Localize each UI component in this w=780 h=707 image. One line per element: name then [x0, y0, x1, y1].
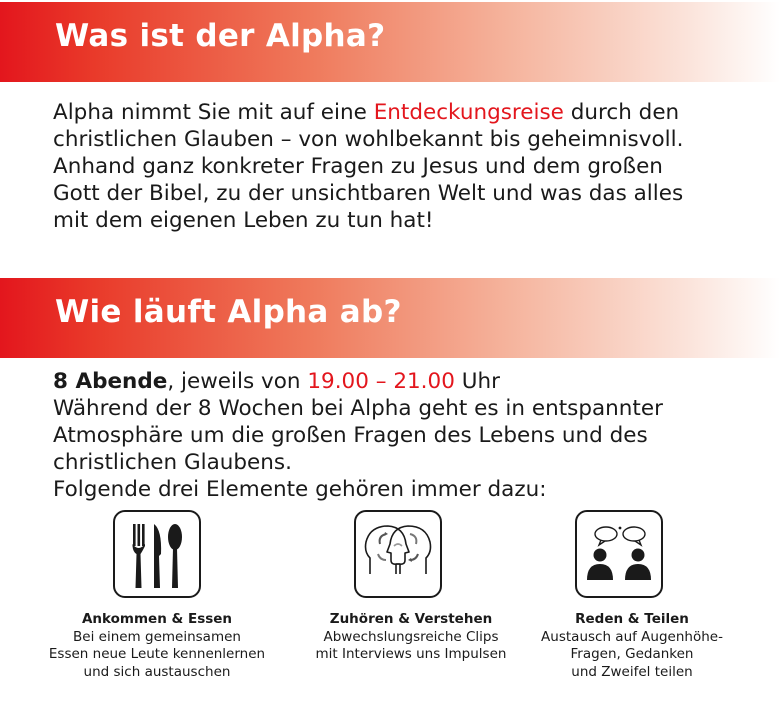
text-line: Anhand ganz konkreter Fragen zu Jesus und dem großen [53, 154, 663, 179]
text-line: christlichen Glaubens. [53, 450, 292, 475]
section-title: Wie läuft Alpha ab? [55, 294, 402, 330]
feature-desc-line: Essen neue Leute kennenlernen [48, 646, 266, 662]
text-fragment: , jeweils von [167, 369, 308, 394]
text-line [53, 99, 773, 126]
feature-talk-share [512, 611, 752, 681]
feature-desc-line: mit Interviews uns Impulsen [315, 646, 507, 662]
evening-count: 8 Abende [53, 369, 168, 394]
text-fragment: durch den [563, 100, 680, 125]
text-line: Folgende drei Elemente gehören immer dazu: [53, 477, 547, 502]
feature-desc-line: Austausch auf Augenhöhe- [541, 628, 723, 645]
time-range: 19.00 – 21.00 [307, 369, 455, 394]
text-fragment: Uhr [454, 369, 500, 394]
feature-desc-line: Abwechslungsreiche Clips [323, 628, 499, 645]
conversation-icon [575, 510, 663, 598]
text-fragment: Alpha nimmt Sie mit auf eine [53, 100, 374, 125]
feature-desc-line: und Zweifel teilen [571, 663, 693, 680]
section-banner-what-is-alpha [0, 2, 780, 82]
feature-title: Ankommen & Essen [81, 611, 233, 627]
feature-title: Reden & Teilen [575, 611, 689, 627]
intro-paragraph [53, 99, 773, 234]
feature-title: Zuhören & Verstehen [329, 611, 493, 627]
section-title: Was ist der Alpha? [55, 18, 386, 54]
cutlery-icon [113, 510, 201, 598]
feature-desc-line: und sich austauschen [83, 663, 231, 680]
text-line: christlichen Glauben – von wohlbekannt bis geheimnisvoll. [53, 127, 684, 152]
highlight-discovery: Entdeckungsreise [373, 100, 564, 125]
text-line: mit dem eigenen Leben zu tun hat! [53, 208, 434, 233]
feature-arrive-eat [37, 611, 277, 681]
schedule-paragraph [53, 368, 773, 503]
text-line: Gott der Bibel, zu der unsichtbaren Welt und was das alles [53, 181, 684, 206]
feature-desc-line: Fragen, Gedanken [570, 646, 694, 662]
feature-listen-understand [291, 611, 531, 664]
text-line: Atmosphäre um die großen Fragen des Lebens und des [53, 423, 648, 448]
text-line: Während der 8 Wochen bei Alpha geht es in entspannter [53, 396, 663, 421]
schedule-line [53, 368, 773, 395]
section-banner-how-alpha-works [0, 278, 780, 358]
listening-heads-icon [354, 510, 442, 598]
feature-desc-line: Bei einem gemeinsamen [73, 628, 241, 645]
